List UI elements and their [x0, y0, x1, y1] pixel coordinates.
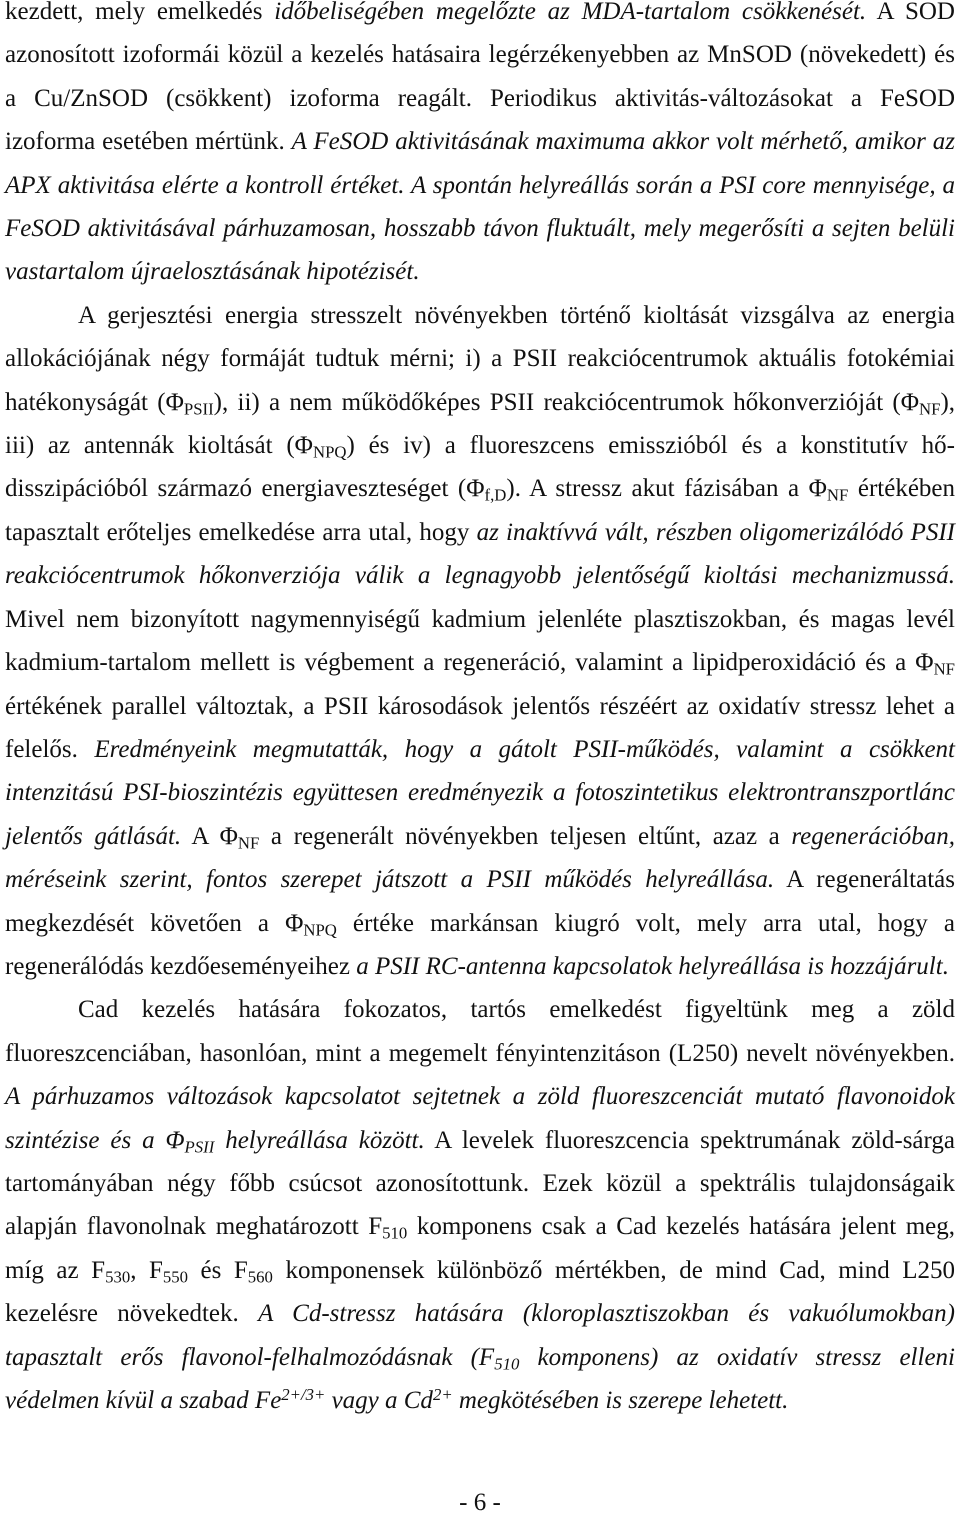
paragraph — [5, 988, 955, 1422]
text-run: A párhuzamos változások kapcsolatot sejtetnek a zöld fluoreszcenciát mutató flavonoidok — [5, 1083, 955, 1111]
text-run: reakciócentrumok hőkonverziója válik a legnagyobb jelentőségű kioltási mechanizmussá. — [5, 562, 955, 590]
text-run: allokációjának négy formáját tudtuk mérni; i) a PSII reakciócentrumok aktuális fotokémiai — [5, 345, 955, 373]
text-line — [5, 164, 955, 207]
subscript: f,D — [484, 486, 507, 506]
text-run: regenerálódás kezdőeseményeihez — [5, 952, 357, 980]
paragraph — [5, 294, 955, 989]
text-run: izoforma esetében mértünk. — [5, 128, 292, 156]
text-run: értékében — [848, 475, 956, 503]
text-line — [5, 511, 955, 554]
text-line — [5, 641, 955, 684]
text-run: FeSOD aktivitásával párhuzamosan, hosszabb távon fluktuált, mely megerősíti a sejten belüli — [5, 215, 955, 243]
text-line — [5, 685, 955, 728]
subscript: 510 — [382, 1224, 408, 1244]
text-run: fluoreszcenciában, hasonlóan, mint a megemelt fényintenzitáson (L250) nevelt növényekben. — [5, 1039, 955, 1067]
text-run: Mivel nem bizonyított nagymennyiségű kadmium jelenléte plasztiszokban, és magas levél — [5, 605, 955, 633]
text-run: kezdett, mely emelkedés — [5, 0, 275, 25]
subscript: NPQ — [303, 920, 337, 940]
text-run: védelmen kívül a szabad Fe — [5, 1387, 282, 1414]
text-body — [5, 0, 955, 1422]
text-line — [5, 424, 955, 467]
text-run: tapasztalt erőteljes emelkedése arra utal, hogy — [5, 518, 477, 546]
text-run: A levelek fluoreszcencia spektrumának zöld-sárga — [424, 1126, 955, 1154]
text-run: ), ii) a nem működőképes PSII reakciócentrumok hőkonverzióját (Φ — [213, 388, 920, 416]
text-run: Cad kezelés hatására fokozatos, tartós emelkedést figyeltünk meg a zöld — [78, 996, 955, 1024]
text-run: ), — [940, 388, 956, 416]
subscript: PSII — [183, 399, 214, 419]
text-run: A SOD — [866, 0, 955, 25]
text-line — [5, 771, 955, 814]
text-run: tapasztalt erős flavonol-felhalmozódásnak (F — [5, 1343, 495, 1371]
text-line — [5, 988, 955, 1031]
text-run: A regeneráltatás — [774, 866, 955, 894]
text-run: megkezdését követően a Φ — [5, 909, 304, 937]
text-run: a regenerált növényekben teljesen eltűnt, azaz a — [259, 822, 792, 850]
text-run: az inaktívvá vált, részben oligomerizálódó PSII — [476, 518, 955, 546]
text-run: ). A stressz akut fázisában a Φ — [506, 475, 827, 503]
text-run: iii) az antennák kioltását (Φ — [5, 432, 313, 460]
subscript: NF — [933, 659, 955, 679]
text-line — [5, 1075, 955, 1118]
text-line — [5, 0, 955, 33]
text-line — [5, 1162, 955, 1205]
text-line — [5, 1205, 955, 1248]
subscript: 550 — [162, 1267, 188, 1287]
text-run: és F — [188, 1256, 248, 1284]
text-run: regenerációban, — [791, 822, 955, 850]
text-run: , F — [130, 1256, 163, 1284]
text-run: A FeSOD aktivitásának maximuma akkor volt mérhető, amikor az — [291, 128, 956, 156]
text-run: A Cd-stressz hatására (kloroplasztiszokban és vakuólumokban) — [258, 1300, 955, 1328]
text-run: intenzitású PSI-bioszintézis együttesen eredményezik a fotoszintetikus elektrontranszportlánc — [5, 779, 955, 807]
text-run: komponens csak a Cad kezelés hatására jelent meg, — [407, 1213, 955, 1241]
text-run: szintézise és a Φ — [5, 1126, 185, 1154]
text-run: A Φ — [181, 822, 238, 850]
text-line — [5, 1032, 955, 1075]
text-line — [5, 250, 955, 293]
subscript: NF — [826, 486, 849, 506]
text-run: kadmium-tartalom mellett is végbement a regeneráció, valamint a lipidperoxidáció és a Φ — [5, 649, 934, 677]
text-run: azonosított izoformái közül a kezelés hatásaira legérzékenyebben az MnSOD (növekedett) és — [5, 41, 955, 69]
text-run: komponensek különböző mértékben, de mind Cad, mind L250 — [272, 1256, 955, 1284]
text-line — [5, 33, 955, 76]
text-run: értéke markánsan kiugró volt, mely arra utal, hogy a — [336, 909, 955, 937]
superscript: 2+/3+ — [281, 1384, 326, 1404]
text-line — [5, 467, 955, 510]
text-line — [5, 815, 955, 858]
text-line — [5, 858, 955, 901]
superscript: 2+ — [432, 1384, 453, 1404]
subscript: NF — [919, 399, 941, 419]
text-run: vastartalom újraelosztásának hipotézisét. — [5, 258, 420, 286]
text-line — [5, 77, 955, 120]
text-line — [5, 1119, 955, 1162]
text-run: felelős. — [5, 735, 95, 763]
text-run: a Cu/ZnSOD (csökkent) izoforma reagált. Periodikus aktivitás-változásokat a FeSOD — [5, 84, 955, 112]
text-line — [5, 902, 955, 945]
text-line — [5, 598, 955, 641]
text-line — [5, 1379, 955, 1422]
text-run: megkötésében is szerepe lehetett. — [452, 1387, 789, 1414]
text-line — [5, 945, 955, 988]
text-line — [5, 554, 955, 597]
text-run: APX aktivitása elérte a kontroll értéket. A spontán helyreállás során a PSI core mennyisége, a — [5, 171, 955, 199]
text-run: időbeliségében megelőzte az MDA-tartalom csökkenését. — [274, 0, 867, 25]
text-run: helyreállása között. — [214, 1126, 425, 1154]
subscript: 560 — [247, 1267, 273, 1287]
text-line — [5, 120, 955, 163]
text-run: jelentős gátlását. — [5, 822, 182, 850]
text-run: vagy a Cd — [325, 1387, 433, 1414]
text-run: hatékonyságát (Φ — [5, 388, 184, 416]
text-run: disszipációból származó energiaveszteséget (Φ — [5, 475, 485, 503]
text-line — [5, 381, 955, 424]
text-line — [5, 207, 955, 250]
paragraph — [5, 0, 955, 294]
page-number: - 6 - — [459, 1489, 501, 1516]
text-run: méréseink szerint, fontos szerepet játszott a PSII működés helyreállása. — [5, 866, 775, 894]
text-run: értékének parallel változtak, a PSII károsodások jelentős részéért az oxidatív stressz lehet a — [5, 692, 955, 720]
text-run: Eredményeink megmutatták, hogy a gátolt PSII-működés, valamint a csökkent — [94, 735, 955, 763]
text-run: A gerjesztési energia stresszelt növényekben történő kioltását vizsgálva az energia — [78, 301, 955, 329]
subscript: 510 — [494, 1354, 520, 1374]
text-line — [5, 337, 955, 380]
text-line — [5, 728, 955, 771]
text-run: alapján flavonolnak meghatározott F — [5, 1213, 383, 1241]
text-line — [5, 1336, 955, 1379]
text-run: kezelésre növekedtek. — [5, 1300, 259, 1328]
text-run: míg az F — [5, 1256, 106, 1284]
text-line — [5, 1249, 955, 1292]
text-line — [5, 294, 955, 337]
text-run: tartományában négy főbb csúcsot azonosítottunk. Ezek közül a spektrális tulajdonságaik — [5, 1169, 955, 1197]
text-line — [5, 1292, 955, 1335]
subscript: NF — [237, 833, 260, 853]
text-run: ) és iv) a fluoreszcens emisszióból és a konstitutív hő- — [346, 432, 955, 460]
text-run: komponens) az oxidatív stressz elleni — [519, 1343, 955, 1371]
subscript: NPQ — [312, 442, 347, 462]
subscript: 530 — [105, 1267, 131, 1287]
text-run: a PSII RC-antenna kapcsolatok helyreállása is hozzájárult. — [356, 952, 949, 980]
subscript: PSII — [184, 1137, 215, 1157]
